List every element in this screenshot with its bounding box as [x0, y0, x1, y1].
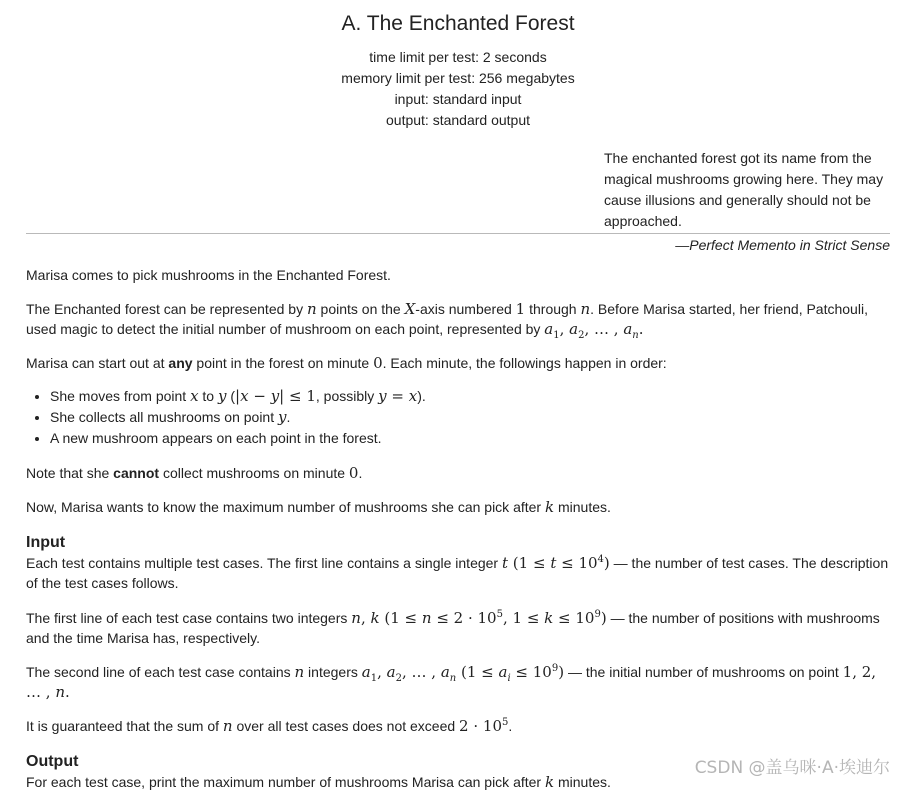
problem-title: A. The Enchanted Forest [341, 12, 575, 35]
math-one: 1 [515, 300, 526, 318]
math-n: n [294, 663, 305, 681]
epigraph-citation: —Perfect Memento in Strict Sense [675, 237, 890, 253]
output-file: output: standard output [386, 112, 530, 128]
problem-header [26, 0, 890, 131]
legend-paragraph-5: Now, Marisa wants to know the maximum number of mushrooms she can pick after k minutes. [26, 498, 611, 516]
output-heading: Output [26, 753, 79, 770]
legend-paragraph-4: Note that she cannot collect mushrooms on minute 0. [26, 464, 363, 482]
math-k: k [544, 773, 555, 791]
list-item: • A new mushroom appears on each point in the forest. [50, 428, 890, 449]
math-point-list: 1, 2, … , n. [26, 663, 877, 701]
math-t-bounds: t $(1 \le t \le 10^4)$ [502, 554, 610, 572]
math-n: n [306, 300, 317, 318]
input-heading: Input [26, 534, 66, 551]
problem-statement [26, 0, 890, 792]
minute-steps-list [26, 386, 890, 449]
input-paragraph-2: The first line of each test case contains two integers n, k ($1 \le n \le 2 \cdot 10^5$, $1 \le k \le 10^9$) — the number of positions with mushrooms and the time Marisa has, respectively. [26, 609, 880, 646]
input-paragraph-1: Each test contains multiple test cases. The first line contains a single integer t $(1 \le t \le 10^4)$ — the number of test cases. The description of the test cases follows. [26, 554, 889, 591]
math-n: n [222, 717, 233, 735]
math-k: k [544, 498, 555, 516]
math-a-sequence: $a_1$, $a_2$, … , $a_n$. [544, 320, 644, 341]
math-n-k-bounds: n, k ($1 \le n \le 2 \cdot 10^5$, $1 \le k \le 10^9$) [351, 609, 607, 627]
epigraph-divider [26, 233, 890, 234]
math-y-equals-x: y = x [378, 387, 418, 405]
input-file: input: standard input [394, 91, 522, 107]
input-paragraph-4: It is guaranteed that the sum of n over all test cases does not exceed $2 \cdot 10^5$. [26, 717, 513, 735]
legend-paragraph-3: Marisa can start out at any point in the forest on minute 0. Each minute, the followings happen in order: [26, 354, 667, 372]
math-sum-bound: $2 \cdot 10^5$ [459, 717, 509, 735]
csdn-watermark: CSDN @盖乌咪·A·埃迪尔 [694, 758, 890, 778]
math-x-axis: X [404, 300, 416, 318]
legend-paragraph-1: Marisa comes to pick mushrooms in the Enchanted Forest. [26, 267, 391, 283]
legend-paragraph-2: The Enchanted forest can be represented by n points on the X-axis numbered 1 through n. Before Marisa started, her friend, Patchouli, used magic to detect the initial number of mushroom on each point, represented by $a_1$, $a_2$, … , $a_n$. [26, 300, 868, 341]
math-zero: 0 [348, 464, 359, 482]
math-zero: 0 [373, 354, 383, 372]
legend-section [26, 265, 890, 517]
list-item: • She collects all mushrooms on point y. [50, 407, 890, 428]
math-a-bounds: $a_1$, $a_2$, … , $a_n$ $(1 \le a_i \le 10^9)$ [361, 663, 565, 684]
math-move-condition: |x − y| ≤ 1 [235, 387, 316, 405]
math-n: n [580, 300, 591, 318]
output-paragraph-1: For each test case, print the maximum number of mushrooms Marisa can pick after k minutes. [26, 773, 611, 791]
list-item: • She moves from point x to y (|x − y| ≤ 1, possibly y = x). [50, 386, 890, 407]
time-limit: time limit per test: 2 seconds [369, 49, 547, 65]
epigraph-quote: The enchanted forest got its name from the magical mushrooms growing here. They may cause illusions and generally should not be approached. [604, 150, 884, 229]
memory-limit: memory limit per test: 256 megabytes [341, 70, 575, 86]
input-paragraph-3: The second line of each test case contains n integers $a_1$, $a_2$, … , $a_n$ $(1 \le a_i \le 10^9)$ — the initial number of mushrooms on point 1, 2, … , n. [26, 663, 877, 701]
input-section [26, 533, 890, 736]
